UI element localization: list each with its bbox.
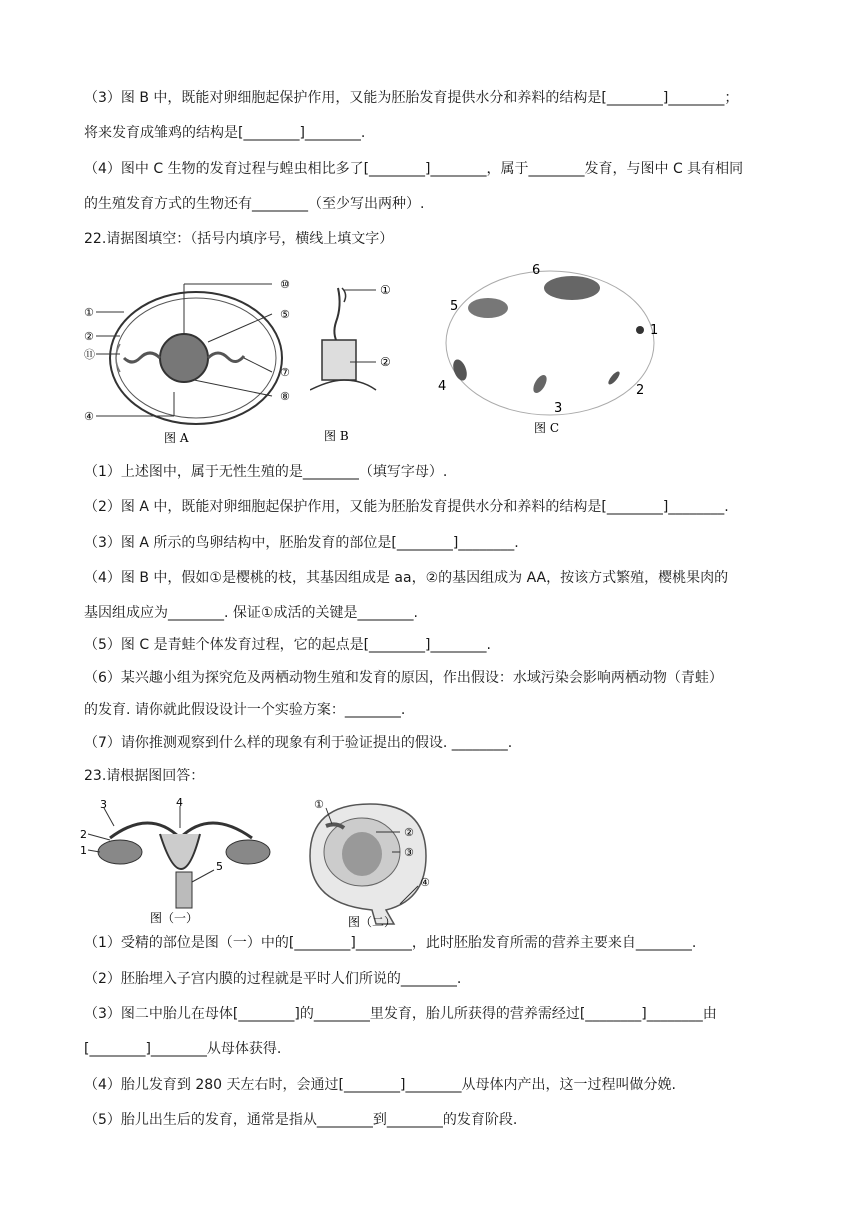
fig1-label-3: 3 xyxy=(100,798,107,811)
figb-caption: 图 B xyxy=(324,429,349,443)
figb-label-1: ① xyxy=(380,283,391,297)
q23-4: （4）胎儿发育到 280 天左右时，会通过[________]________从母体内产出，这一过程叫做分娩. xyxy=(84,1077,676,1093)
q22-3: （3）图 A 所示的鸟卵结构中，胚胎发育的部位是[________]________. xyxy=(84,535,519,551)
q22-2: （2）图 A 中，既能对卵细胞起保护作用，又能为胚胎发育提供水分和养料的结构是[________]________. xyxy=(84,499,729,515)
figa-label-7: ⑦ xyxy=(280,366,290,379)
figure-b-grafting xyxy=(310,278,410,448)
yolk xyxy=(160,334,208,382)
ovary-left xyxy=(98,840,142,864)
q22-5: （5）图 C 是青蛙个体发育过程，它的起点是[________]________. xyxy=(84,637,491,653)
fig2-label-4: ④ xyxy=(420,876,430,889)
fig2-label-2: ② xyxy=(404,826,414,839)
q22-6-line2: 的发育. 请你就此假设设计一个实验方案：________. xyxy=(84,702,406,718)
q23-3-line1: （3）图二中胎儿在母体[________]的________里发育，胎儿所获得的营养需经过[________]________由 xyxy=(84,1006,717,1022)
fig1-label-1: 1 xyxy=(80,844,87,857)
scion xyxy=(334,288,339,344)
figa-label-10: ⑩ xyxy=(280,278,290,291)
fig1-label-5: 5 xyxy=(216,860,223,873)
figc-label-1: 1 xyxy=(650,323,659,338)
figc-label-6: 6 xyxy=(532,263,541,278)
q23-1: （1）受精的部位是图（一）中的[________]________，此时胚胎发育所需的营养主要来自________. xyxy=(84,935,697,951)
figa-label-2: ② xyxy=(84,330,94,343)
figure-1-female-reproductive-system xyxy=(80,798,290,928)
q23-5: （5）胎儿出生后的发育，通常是指从________到________的发育阶段. xyxy=(84,1112,518,1128)
adult-frog xyxy=(544,276,600,300)
figa-label-11: ⑪ xyxy=(84,348,95,361)
uterus xyxy=(160,834,200,869)
figc-label-3: 3 xyxy=(554,401,563,416)
figa-label-1: ① xyxy=(84,306,94,319)
fetus xyxy=(342,832,382,876)
frog-egg xyxy=(636,326,644,334)
q22-7: （7）请你推测观察到什么样的现象有利于验证提出的假设. ________. xyxy=(84,735,513,751)
q23-heading: 23.请根据图回答： xyxy=(84,768,205,784)
fig1-label-4: 4 xyxy=(176,798,183,809)
figa-label-5: ⑤ xyxy=(280,308,290,321)
figc-caption: 图 C xyxy=(534,421,559,435)
figure-2-fetus-in-uterus xyxy=(296,796,446,928)
early-tadpole xyxy=(607,370,622,386)
q21-3-line1: （3）图 B 中，既能对卵细胞起保护作用，又能为胚胎发育提供水分和养料的结构是[________]________； xyxy=(84,90,739,106)
figb-label-2: ② xyxy=(380,355,391,369)
figa-caption: 图 A xyxy=(164,431,189,445)
tadpole xyxy=(531,373,550,395)
fig1-label-2: 2 xyxy=(80,828,87,841)
q22-4-line1: （4）图 B 中，假如①是樱桃的枝，其基因组成是 aa，②的基因组成为 AA，按该方式繁殖，樱桃果肉的 xyxy=(84,570,729,586)
figc-label-2: 2 xyxy=(636,383,645,398)
fig1-caption: 图（一） xyxy=(150,911,199,925)
q22-1: （1）上述图中，属于无性生殖的是________（填写字母）. xyxy=(84,464,448,480)
vagina xyxy=(176,872,192,908)
chalaza-left xyxy=(124,353,160,362)
figc-label-5: 5 xyxy=(450,299,459,314)
fig2-label-1: ① xyxy=(314,798,324,811)
q21-4-line2: 的生殖发育方式的生物还有________（至少写出两种）. xyxy=(84,196,425,212)
figure-c-frog-life-cycle xyxy=(430,258,670,443)
q23-3-line2: [________]________从母体获得. xyxy=(84,1041,282,1057)
chalaza-right xyxy=(208,353,244,362)
q21-3-line2: 将来发育成雏鸡的结构是[________]________. xyxy=(84,125,366,141)
froglet xyxy=(468,298,508,318)
figure-a-bird-egg xyxy=(84,268,314,448)
figc-label-4: 4 xyxy=(438,379,447,394)
q23-2: （2）胚胎埋入子宫内膜的过程就是平时人们所说的________. xyxy=(84,971,462,987)
figa-label-8: ⑧ xyxy=(280,390,290,403)
q22-6-line1: （6）某兴趣小组为探究危及两栖动物生殖和发育的原因，作出假设：水域污染会影响两栖动物（青蛙） xyxy=(84,670,723,686)
fig2-label-3: ③ xyxy=(404,846,414,859)
ovary-right xyxy=(226,840,270,864)
figa-label-4: ④ xyxy=(84,410,94,423)
q22-4-line2: 基因组成应为________. 保证①成活的关键是________. xyxy=(84,605,418,621)
fig2-caption: 图（二） xyxy=(348,915,397,928)
stock xyxy=(322,340,356,380)
q22-heading: 22.请据图填空：（括号内填序号，横线上填文字） xyxy=(84,231,394,247)
q21-4-line1: （4）图中 C 生物的发育过程与蝗虫相比多了[________]________，属于________发育，与图中 C 具有相同 xyxy=(84,161,744,177)
